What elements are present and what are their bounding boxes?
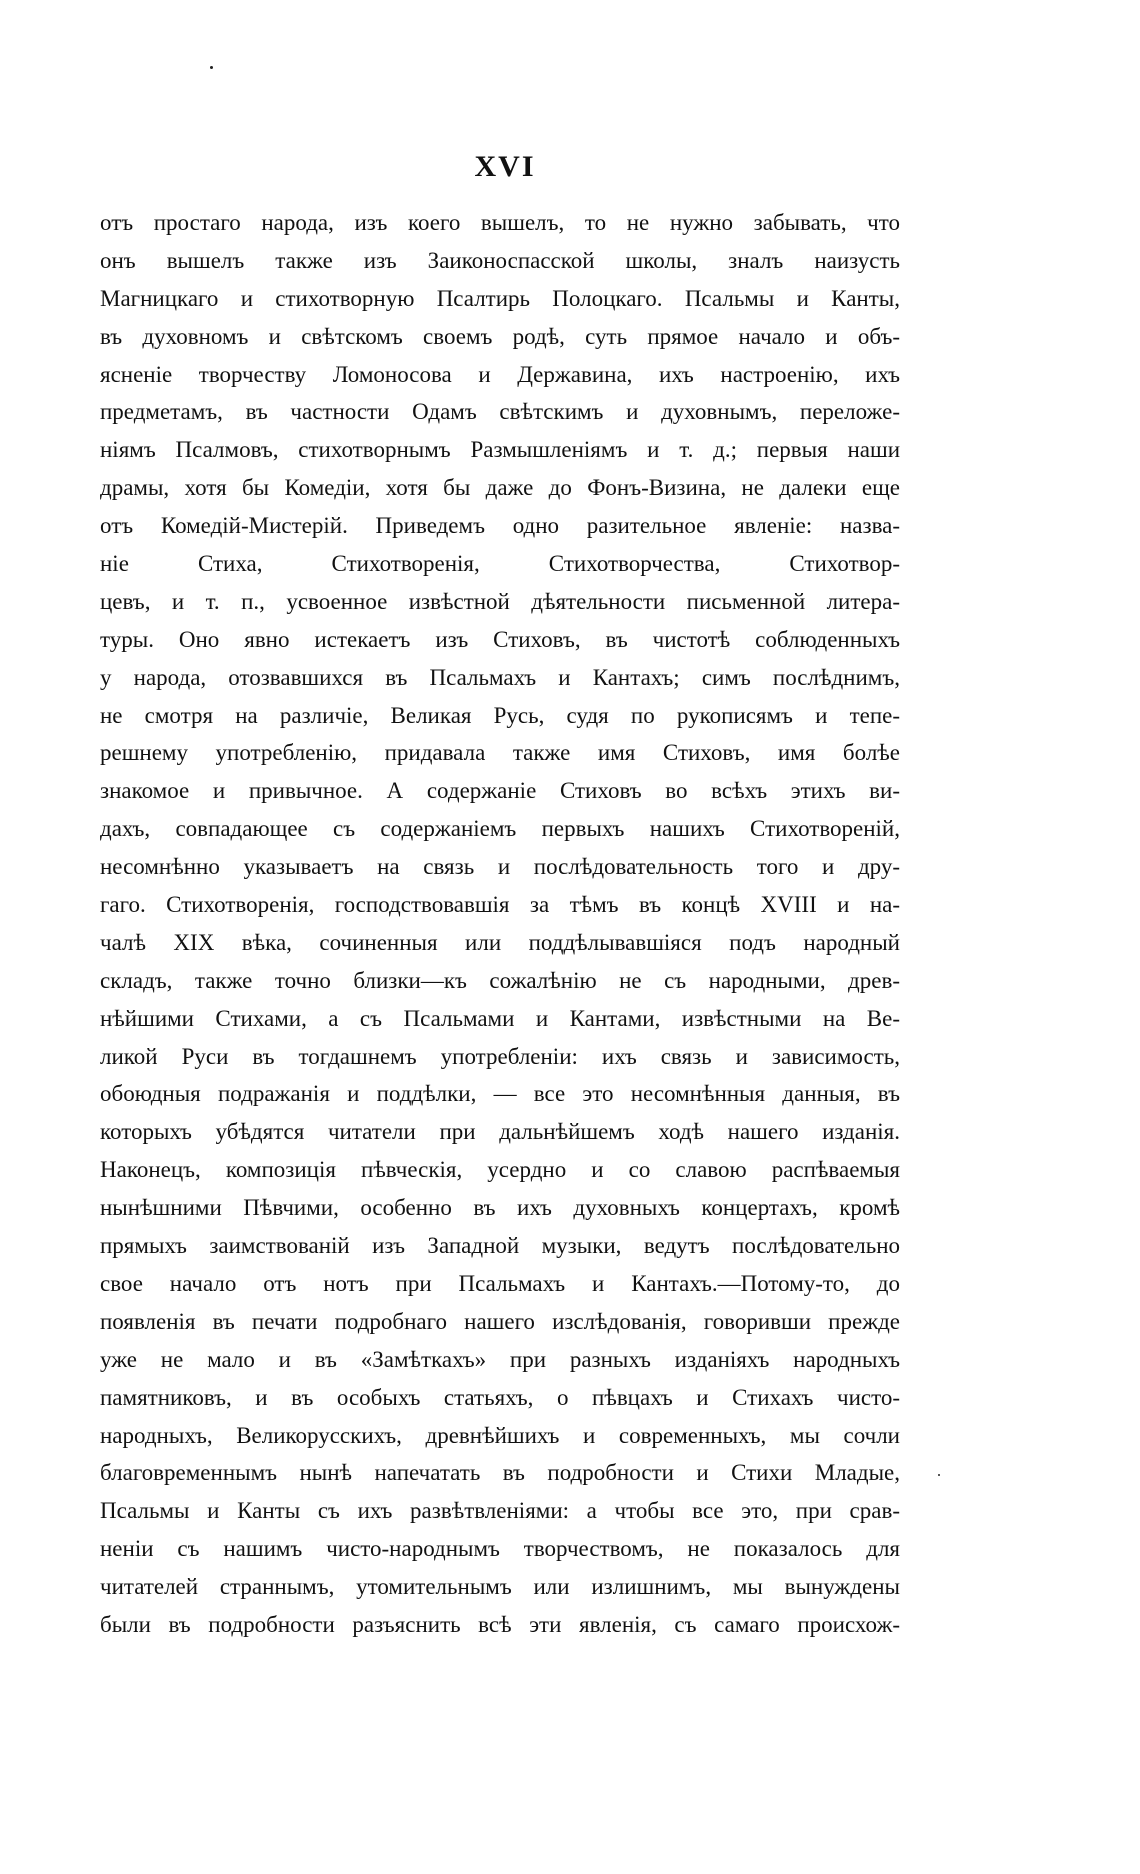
text-line: несомнѣнно указываетъ на связь и послѣдовательность того и дру-	[100, 854, 900, 880]
text-line: складъ, также точно близки—къ сожалѣнію не съ народными, древ-	[100, 967, 900, 993]
text-line: свое начало отъ нотъ при Псальмахъ и Кантахъ.—Потому-то, до	[100, 1270, 900, 1296]
text-line: нѣйшими Стихами, а съ Псальмами и Кантами, извѣстными на Ве-	[100, 1005, 900, 1031]
text-line: благовременнымъ нынѣ напечатать въ подробности и Стихи Младые,	[100, 1460, 900, 1486]
text-line: памятниковъ, и въ особыхъ статьяхъ, о пѣвцахъ и Стихахъ чисто-	[100, 1384, 900, 1410]
text-line: Магницкаго и стихотворную Псалтирь Полоцкаго. Псальмы и Канты,	[100, 285, 900, 311]
text-line: драмы, хотя бы Комедіи, хотя бы даже до Фонъ-Визина, не далеки еще	[100, 475, 900, 501]
text-line: туры. Оно явно истекаетъ изъ Стиховъ, въ чистотѣ соблюденныхъ	[100, 626, 900, 652]
text-line: решнему употребленію, придавала также имя Стиховъ, имя болѣе	[100, 740, 900, 766]
text-line: неніи съ нашимъ чисто-народнымъ творчествомъ, не показалось для	[100, 1536, 900, 1562]
text-line: были въ подробности разъяснить всѣ эти явленія, съ самаго происхож-	[100, 1611, 900, 1637]
text-line: читателей страннымъ, утомительнымъ или излишнимъ, мы вынуждены	[100, 1574, 900, 1600]
text-line: у народа, отозвавшихся въ Псальмахъ и Кантахъ; симъ послѣднимъ,	[100, 664, 900, 690]
text-line: появленія въ печати подробнаго нашего изслѣдованія, говоривши прежде	[100, 1308, 900, 1334]
text-line: уже не мало и въ «Замѣткахъ» при разныхъ изданіяхъ народныхъ	[100, 1346, 900, 1372]
text-line: гаго. Стихотворенія, господствовавшія за тѣмъ въ концѣ XVIII и на-	[100, 892, 900, 918]
text-line: Наконецъ, композиція пѣвческія, усердно и со славою распѣваемыя	[100, 1157, 900, 1183]
print-speck	[210, 66, 213, 69]
text-line: отъ простаго народа, изъ коего вышелъ, то не нужно забывать, что	[100, 210, 900, 235]
page-body-text	[100, 204, 900, 1644]
text-line: чалѣ XIX вѣка, сочиненныя или поддѣлывавшіяся подъ народный	[100, 929, 900, 955]
text-line: цевъ, и т. п., усвоенное извѣстной дѣятельности письменной литера-	[100, 588, 900, 614]
text-line: ясненіе творчеству Ломоносова и Державина, ихъ настроенію, ихъ	[100, 361, 900, 387]
text-line: предметамъ, въ частности Одамъ свѣтскимъ и духовнымъ, переложе-	[100, 399, 900, 425]
text-line: знакомое и привычное. А содержаніе Стиховъ во всѣхъ этихъ ви-	[100, 778, 900, 804]
text-line: обоюдныя подражанія и поддѣлки, — все это несомнѣнныя данныя, въ	[100, 1081, 900, 1107]
text-line: прямыхъ заимствованій изъ Западной музыки, ведутъ послѣдовательно	[100, 1233, 900, 1259]
text-line: которыхъ убѣдятся читатели при дальнѣйшемъ ходѣ нашего изданія.	[100, 1119, 900, 1145]
page-number: XVI	[474, 150, 536, 183]
text-line: ніе Стиха, Стихотворенія, Стихотворчества, Стихотвор-	[100, 551, 900, 577]
text-line: дахъ, совпадающее съ содержаніемъ первыхъ нашихъ Стихотвореній,	[100, 816, 900, 842]
print-speck	[938, 1474, 940, 1476]
text-line: ніямъ Псалмовъ, стихотворнымъ Размышленіямъ и т. д.; первыя наши	[100, 437, 900, 463]
text-line: Псальмы и Канты съ ихъ развѣтвленіями: а чтобы все это, при срав-	[100, 1498, 900, 1524]
text-line: нынѣшними Пѣвчими, особенно въ ихъ духовныхъ концертахъ, кромѣ	[100, 1195, 900, 1221]
text-line: не смотря на различіе, Великая Русь, судя по рукописямъ и тепе-	[100, 702, 900, 728]
text-line: отъ Комедій-Мистерій. Приведемъ одно разительное явленіе: назва-	[100, 513, 900, 539]
text-line: онъ вышелъ также изъ Заиконоспасской школы, зналъ наизусть	[100, 247, 900, 273]
text-line: въ духовномъ и свѣтскомъ своемъ родѣ, суть прямое начало и объ-	[100, 323, 900, 349]
text-line: народныхъ, Великорусскихъ, древнѣйшихъ и современныхъ, мы сочли	[100, 1422, 900, 1448]
text-line: ликой Руси въ тогдашнемъ употребленіи: ихъ связь и зависимость,	[100, 1043, 900, 1069]
